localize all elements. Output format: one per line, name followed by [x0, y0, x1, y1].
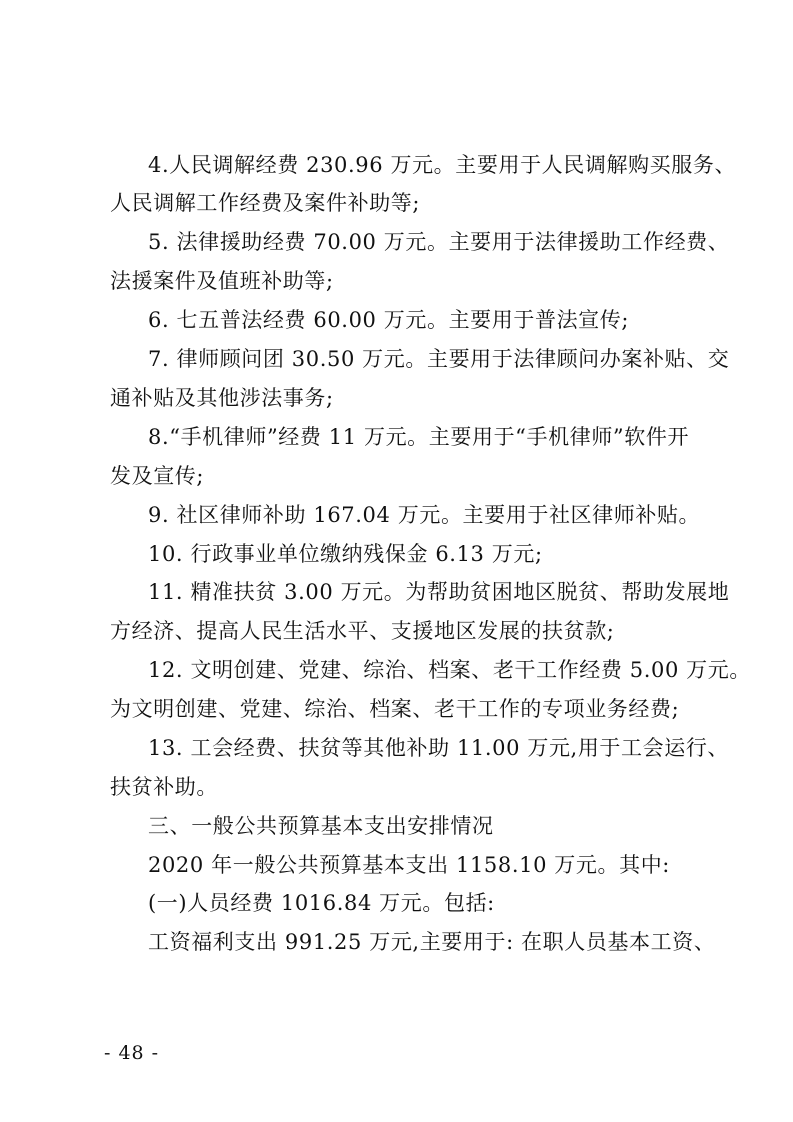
paragraph-item-13-line-2: 扶贫补助。: [110, 775, 218, 799]
paragraph-item-8-line-2: 发及宣传;: [110, 464, 205, 488]
paragraph-item-8-line-1: 8.“手机律师”经费 11 万元。主要用于“手机律师”软件开: [148, 425, 690, 449]
paragraph-basic-expenditure-total: 2020 年一般公共预算基本支出 1158.10 万元。其中:: [148, 853, 670, 877]
paragraph-item-12-line-2: 为文明创建、党建、综治、档案、老干工作的专项业务经费;: [110, 697, 680, 721]
paragraph-item-5-line-2: 法援案件及值班补助等;: [110, 269, 334, 293]
paragraph-salary-welfare: 工资福利支出 991.25 万元,主要用于: 在职人员基本工资、: [148, 930, 716, 954]
paragraph-item-5-line-1: 5. 法律援助经费 70.00 万元。主要用于法律援助工作经费、: [148, 230, 730, 254]
page-number: - 48 -: [104, 1042, 160, 1064]
paragraph-item-11-line-2: 方经济、提高人民生活水平、支援地区发展的扶贫款;: [110, 619, 615, 643]
paragraph-item-7-line-1: 7. 律师顾问团 30.50 万元。主要用于法律顾问办案补贴、交: [148, 347, 730, 371]
section-heading-basic-expenditure: 三、一般公共预算基本支出安排情况: [148, 814, 494, 838]
paragraph-item-6: 6. 七五普法经费 60.00 万元。主要用于普法宣传;: [148, 308, 630, 332]
paragraph-item-10: 10. 行政事业单位缴纳残保金 6.13 万元;: [148, 542, 543, 566]
paragraph-personnel-expenses: (一)人员经费 1016.84 万元。包括:: [148, 891, 495, 915]
paragraph-item-4-line-2: 人民调解工作经费及案件补助等;: [110, 191, 421, 215]
paragraph-item-7-line-2: 通补贴及其他涉法事务;: [110, 386, 334, 410]
paragraph-item-4-line-1: 4.人民调解经费 230.96 万元。主要用于人民调解购买服务、: [148, 153, 737, 177]
paragraph-item-12-line-1: 12. 文明创建、党建、综治、档案、老干工作经费 5.00 万元。: [148, 658, 751, 682]
paragraph-item-11-line-1: 11. 精准扶贫 3.00 万元。为帮助贫困地区脱贫、帮助发展地: [148, 580, 730, 604]
paragraph-item-13-line-1: 13. 工会经费、扶贫等其他补助 11.00 万元,用于工会运行、: [148, 736, 730, 760]
paragraph-item-9: 9. 社区律师补助 167.04 万元。主要用于社区律师补贴。: [148, 503, 701, 527]
